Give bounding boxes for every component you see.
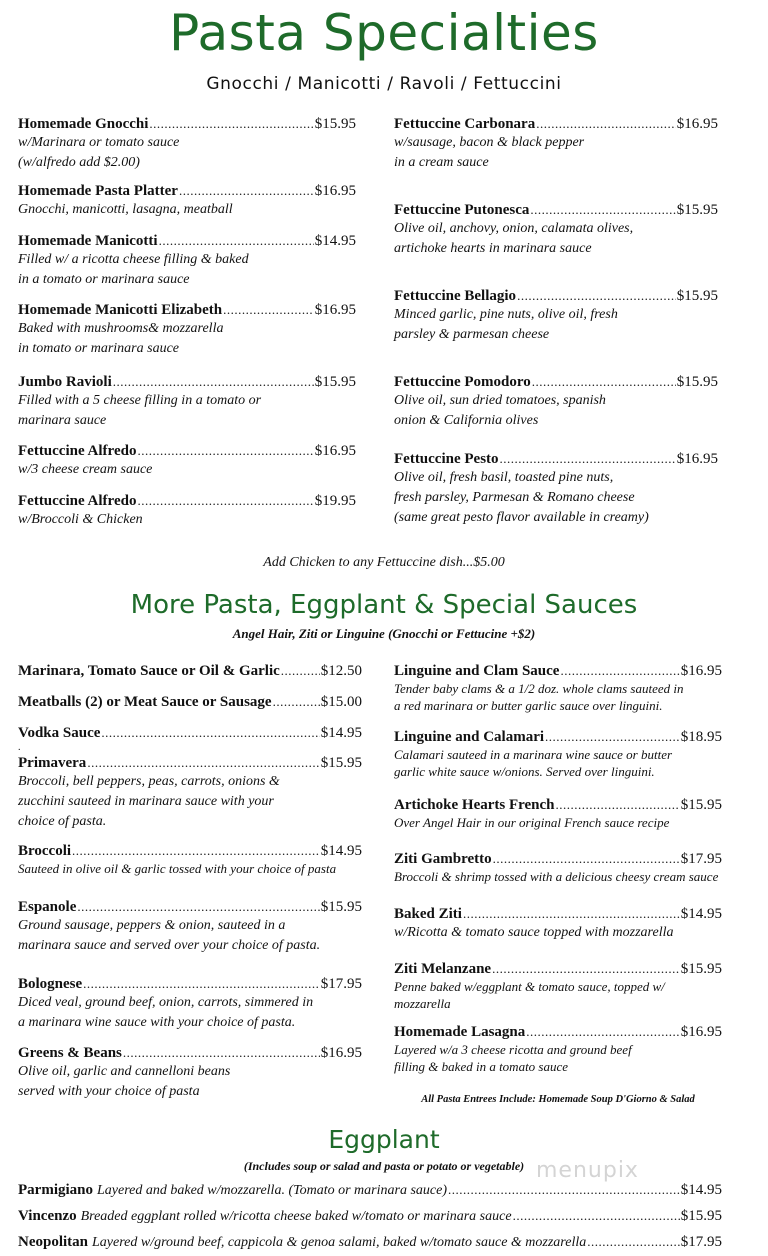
entrees-note: All Pasta Entrees Include: Homemade Soup D'Giorno & Salad bbox=[421, 1094, 695, 1105]
item-desc: w/Ricotta & tomato sauce topped with mozzarella bbox=[394, 925, 674, 940]
item-price: $15.00 bbox=[320, 694, 362, 710]
item-name: Fettuccine Bellagio bbox=[394, 288, 517, 304]
item-desc: onion & California olives bbox=[394, 413, 539, 428]
item-desc: Olive oil, sun dried tomatoes, spanish bbox=[394, 393, 606, 408]
menu-item bbox=[394, 729, 722, 780]
menu-item bbox=[394, 961, 722, 1012]
item-name: Fettuccine Putonesca bbox=[394, 202, 530, 218]
item-desc: served with your choice of pasta bbox=[18, 1084, 200, 1099]
item-desc: in tomato or marinara sauce bbox=[18, 341, 179, 356]
menu-item bbox=[18, 663, 362, 680]
item-name: Linguine and Calamari bbox=[394, 729, 545, 745]
menu-item bbox=[18, 1233, 722, 1251]
item-price: $15.95 bbox=[676, 374, 718, 390]
menu-item bbox=[18, 1181, 722, 1199]
item-name: Vincenzo bbox=[18, 1208, 77, 1224]
item-name: Homemade Lasagna bbox=[394, 1024, 526, 1040]
item-price: $16.95 bbox=[676, 451, 718, 467]
menu-item bbox=[394, 663, 722, 714]
item-name: Espanole bbox=[18, 899, 77, 915]
item-price: $15.95 bbox=[680, 961, 722, 977]
menu-item bbox=[18, 116, 356, 173]
menu-item bbox=[394, 116, 718, 173]
item-desc: in a cream sauce bbox=[394, 155, 489, 170]
item-name: Vodka Sauce bbox=[18, 725, 101, 741]
item-price: $15.95 bbox=[314, 116, 356, 132]
item-name: Artichoke Hearts French bbox=[394, 797, 555, 813]
menu-item bbox=[394, 374, 718, 431]
item-desc: Baked with mushrooms& mozzarella bbox=[18, 321, 224, 336]
item-desc: Penne baked w/eggplant & tomato sauce, topped w/ bbox=[394, 979, 665, 994]
item-name: Meatballs (2) or Meat Sauce or Sausage bbox=[18, 694, 272, 710]
menu-item bbox=[18, 183, 356, 220]
item-desc: Diced veal, ground beef, onion, carrots, simmered in bbox=[18, 995, 314, 1010]
item-desc: Over Angel Hair in our original French sauce recipe bbox=[394, 815, 670, 830]
menu-item bbox=[18, 233, 356, 290]
item-desc: Sauteed in olive oil & garlic tossed with your choice of pasta bbox=[18, 861, 337, 876]
item-name: Homemade Pasta Platter bbox=[18, 183, 178, 199]
section-title-more-pasta: More Pasta, Eggplant & Special Sauces bbox=[130, 590, 638, 620]
item-price: $14.95 bbox=[320, 725, 362, 741]
item-name: Homemade Manicotti Elizabeth bbox=[18, 302, 223, 318]
menu-item bbox=[18, 374, 356, 431]
item-price: $16.95 bbox=[314, 183, 356, 199]
item-desc: Olive oil, fresh basil, toasted pine nuts, bbox=[394, 470, 614, 485]
item-desc: Calamari sauteed in a marinara wine sauce or butter bbox=[394, 747, 673, 762]
item-desc: Ground sausage, peppers & onion, sauteed in a bbox=[18, 918, 286, 933]
section-subtitle-more-pasta: Angel Hair, Ziti or Linguine (Gnocchi or Fettucine +$2) bbox=[232, 626, 536, 641]
item-name: Homemade Gnocchi bbox=[18, 116, 149, 132]
chicken-note: Add Chicken to any Fettuccine dish...$5.00 bbox=[263, 555, 505, 570]
menu-item bbox=[18, 976, 362, 1033]
menupix-watermark: menupix bbox=[536, 1158, 639, 1183]
item-desc: a marinara wine sauce with your choice of pasta. bbox=[18, 1015, 296, 1030]
item-desc: Olive oil, anchovy, onion, calamata olives, bbox=[394, 221, 634, 236]
item-price: $16.95 bbox=[680, 1024, 722, 1040]
menu-item bbox=[18, 493, 356, 530]
menu-item bbox=[18, 899, 362, 956]
stray-dot: . bbox=[18, 742, 21, 753]
item-price: $15.95 bbox=[680, 797, 722, 813]
item-desc: w/sausage, bacon & black pepper bbox=[394, 135, 585, 150]
menu-item bbox=[394, 288, 718, 345]
item-desc: garlic white sauce w/onions. Served over linguini. bbox=[394, 764, 655, 779]
menu-item bbox=[18, 843, 362, 877]
menu-item bbox=[394, 851, 722, 885]
item-desc: marinara sauce bbox=[18, 413, 107, 428]
item-name: Primavera bbox=[18, 755, 87, 771]
item-price: $15.95 bbox=[676, 288, 718, 304]
menu-item bbox=[18, 755, 362, 832]
item-price: $16.95 bbox=[676, 116, 718, 132]
menu-item bbox=[394, 797, 722, 831]
item-price: $17.95 bbox=[680, 1234, 722, 1250]
item-price: $16.95 bbox=[680, 663, 722, 679]
item-desc: Layered w/ground beef, cappicola & genoa salami, baked w/tomato sauce & mozzarella bbox=[92, 1235, 587, 1250]
item-desc: marinara sauce and served over your choice of pasta. bbox=[18, 938, 321, 953]
item-name: Fettuccine Alfredo bbox=[18, 443, 137, 459]
item-desc: (same great pesto flavor available in creamy) bbox=[394, 510, 649, 525]
menu-item bbox=[18, 1045, 362, 1102]
item-price: $14.95 bbox=[320, 843, 362, 859]
item-name: Broccoli bbox=[18, 843, 72, 859]
item-price: $14.95 bbox=[680, 906, 722, 922]
item-name: Marinara, Tomato Sauce or Oil & Garlic bbox=[18, 663, 280, 679]
item-desc: mozzarella bbox=[394, 996, 451, 1011]
item-desc: zucchini sauteed in marinara sauce with your bbox=[18, 794, 274, 809]
item-name: Jumbo Ravioli bbox=[18, 374, 112, 390]
item-desc: Layered and baked w/mozzarella. (Tomato or marinara sauce) bbox=[97, 1183, 447, 1198]
item-desc: Layered w/a 3 cheese ricotta and ground beef bbox=[394, 1042, 632, 1057]
item-desc: Filled w/ a ricotta cheese filling & baked bbox=[18, 252, 249, 267]
menu-item bbox=[18, 302, 356, 359]
item-desc: parsley & parmesan cheese bbox=[394, 327, 550, 342]
page-subtitle: Gnocchi / Manicotti / Ravoli / Fettuccini bbox=[206, 74, 562, 94]
menu-item bbox=[18, 1207, 722, 1225]
menu-item bbox=[18, 694, 362, 711]
item-desc: filling & baked in a tomato sauce bbox=[394, 1059, 569, 1074]
menu-item bbox=[18, 725, 362, 742]
menu-item bbox=[394, 451, 718, 528]
item-desc: artichoke hearts in marinara sauce bbox=[394, 241, 592, 256]
item-price: $14.95 bbox=[680, 1182, 722, 1198]
item-name: Ziti Gambretto bbox=[394, 851, 492, 867]
item-price: $19.95 bbox=[314, 493, 356, 509]
section-title-eggplant: Eggplant bbox=[328, 1125, 440, 1154]
item-desc: choice of pasta. bbox=[18, 814, 107, 829]
item-name: Fettuccine Carbonara bbox=[394, 116, 536, 132]
item-name: Fettuccine Alfredo bbox=[18, 493, 137, 509]
item-desc: Broccoli, bell peppers, peas, carrots, onions & bbox=[18, 774, 280, 789]
item-desc: w/3 cheese cream sauce bbox=[18, 462, 153, 477]
item-price: $12.50 bbox=[320, 663, 362, 679]
item-price: $15.95 bbox=[676, 202, 718, 218]
menu-item bbox=[394, 202, 718, 259]
item-desc: w/Marinara or tomato sauce bbox=[18, 135, 180, 150]
item-name: Ziti Melanzane bbox=[394, 961, 492, 977]
item-price: $17.95 bbox=[320, 976, 362, 992]
item-desc: in a tomato or marinara sauce bbox=[18, 272, 190, 287]
item-price: $15.95 bbox=[320, 755, 362, 771]
item-name: Fettuccine Pomodoro bbox=[394, 374, 531, 390]
item-desc: Tender baby clams & a 1/2 doz. whole clams sauteed in bbox=[394, 681, 684, 696]
item-desc: Breaded eggplant rolled w/ricotta cheese baked w/tomato or marinara sauce bbox=[80, 1209, 512, 1224]
item-desc: Gnocchi, manicotti, lasagna, meatball bbox=[18, 202, 233, 217]
item-desc: fresh parsley, Parmesan & Romano cheese bbox=[394, 490, 635, 505]
item-desc: Minced garlic, pine nuts, olive oil, fresh bbox=[394, 307, 618, 322]
item-price: $18.95 bbox=[680, 729, 722, 745]
item-price: $16.95 bbox=[314, 302, 356, 318]
menu-item bbox=[394, 1024, 722, 1075]
item-price: $15.95 bbox=[680, 1208, 722, 1224]
menu-item bbox=[394, 906, 722, 943]
item-desc: (w/alfredo add $2.00) bbox=[18, 155, 140, 170]
item-price: $15.95 bbox=[320, 899, 362, 915]
item-name: Fettuccine Pesto bbox=[394, 451, 499, 467]
section-subtitle-eggplant: (Includes soup or salad and pasta or potato or vegetable) bbox=[243, 1159, 525, 1173]
menu-item bbox=[18, 443, 356, 480]
item-price: $16.95 bbox=[314, 443, 356, 459]
item-desc: Broccoli & shrimp tossed with a delicious cheesy cream sauce bbox=[394, 869, 719, 884]
item-name: Parmigiano bbox=[18, 1182, 93, 1198]
item-name: Baked Ziti bbox=[394, 906, 462, 922]
item-price: $14.95 bbox=[314, 233, 356, 249]
item-name: Neopolitan bbox=[18, 1234, 89, 1250]
item-desc: Olive oil, garlic and cannelloni beans bbox=[18, 1064, 231, 1079]
item-price: $17.95 bbox=[680, 851, 722, 867]
item-name: Homemade Manicotti bbox=[18, 233, 158, 249]
page-title: Pasta Specialties bbox=[169, 4, 599, 62]
item-desc: Filled with a 5 cheese filling in a tomato or bbox=[18, 393, 262, 408]
item-desc: a red marinara or butter garlic sauce over linguini. bbox=[394, 698, 663, 713]
item-price: $15.95 bbox=[314, 374, 356, 390]
item-name: Bolognese bbox=[18, 976, 83, 992]
item-desc: w/Broccoli & Chicken bbox=[18, 512, 143, 527]
item-price: $16.95 bbox=[320, 1045, 362, 1061]
item-name: Linguine and Clam Sauce bbox=[394, 663, 560, 679]
item-name: Greens & Beans bbox=[18, 1045, 122, 1061]
